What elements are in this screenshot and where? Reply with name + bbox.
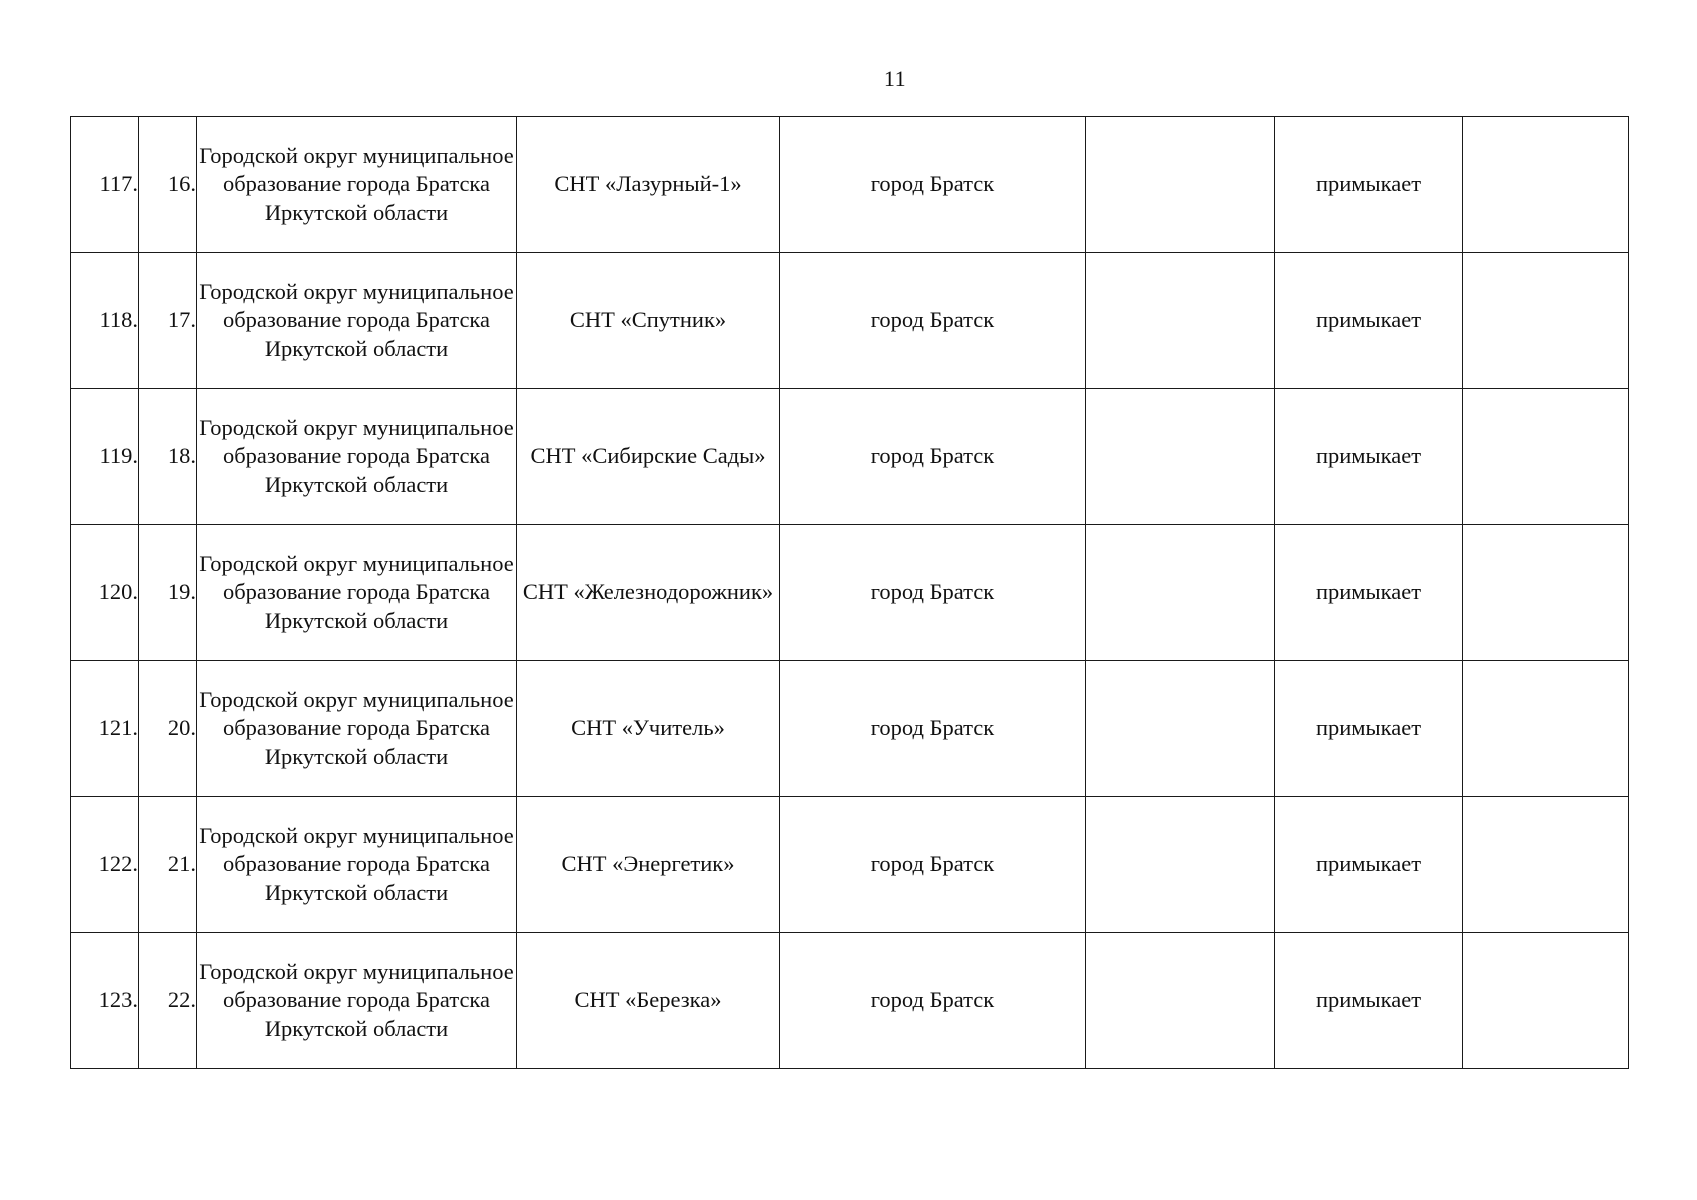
status-cell: примыкает	[1275, 389, 1463, 525]
snt-name-cell: СНТ «Сибирские Сады»	[517, 389, 780, 525]
city-cell: город Братск	[780, 933, 1086, 1069]
row-index: 122.	[71, 797, 139, 933]
snt-name-cell: СНТ «Березка»	[517, 933, 780, 1069]
empty-cell	[1463, 253, 1629, 389]
municipality-cell: Городской округ муниципальное образование города Братска Иркутской области	[197, 117, 517, 253]
row-sub-index: 16.	[139, 117, 197, 253]
row-index: 118.	[71, 253, 139, 389]
empty-cell	[1463, 797, 1629, 933]
city-cell: город Братск	[780, 797, 1086, 933]
table-row	[71, 797, 1629, 933]
table-row	[71, 933, 1629, 1069]
row-index: 120.	[71, 525, 139, 661]
municipality-cell: Городской округ муниципальное образование города Братска Иркутской области	[197, 389, 517, 525]
city-cell: город Братск	[780, 525, 1086, 661]
row-index: 123.	[71, 933, 139, 1069]
municipality-cell: Городской округ муниципальное образование города Братска Иркутской области	[197, 797, 517, 933]
empty-cell	[1086, 253, 1275, 389]
row-sub-index: 18.	[139, 389, 197, 525]
status-cell: примыкает	[1275, 661, 1463, 797]
snt-name-cell: СНТ «Спутник»	[517, 253, 780, 389]
city-cell: город Братск	[780, 253, 1086, 389]
row-sub-index: 20.	[139, 661, 197, 797]
city-cell: город Братск	[780, 661, 1086, 797]
empty-cell	[1463, 117, 1629, 253]
empty-cell	[1463, 933, 1629, 1069]
snt-name-cell: СНТ «Энергетик»	[517, 797, 780, 933]
snt-name-cell: СНТ «Лазурный-1»	[517, 117, 780, 253]
empty-cell	[1086, 797, 1275, 933]
empty-cell	[1463, 389, 1629, 525]
empty-cell	[1463, 525, 1629, 661]
status-cell: примыкает	[1275, 525, 1463, 661]
status-cell: примыкает	[1275, 933, 1463, 1069]
empty-cell	[1086, 389, 1275, 525]
status-cell: примыкает	[1275, 253, 1463, 389]
row-sub-index: 17.	[139, 253, 197, 389]
empty-cell	[1086, 661, 1275, 797]
city-cell: город Братск	[780, 389, 1086, 525]
snt-name-cell: СНТ «Учитель»	[517, 661, 780, 797]
municipality-cell: Городской округ муниципальное образование города Братска Иркутской области	[197, 253, 517, 389]
table-row	[71, 117, 1629, 253]
municipality-cell: Городской округ муниципальное образование города Братска Иркутской области	[197, 933, 517, 1069]
row-sub-index: 21.	[139, 797, 197, 933]
snt-name-cell: СНТ «Железнодорожник»	[517, 525, 780, 661]
row-index: 119.	[71, 389, 139, 525]
municipality-cell: Городской округ муниципальное образование города Братска Иркутской области	[197, 661, 517, 797]
row-index: 121.	[71, 661, 139, 797]
table-row	[71, 525, 1629, 661]
empty-cell	[1086, 117, 1275, 253]
empty-cell	[1086, 525, 1275, 661]
empty-cell	[1463, 661, 1629, 797]
table-row	[71, 389, 1629, 525]
table-row	[71, 253, 1629, 389]
empty-cell	[1086, 933, 1275, 1069]
city-cell: город Братск	[780, 117, 1086, 253]
status-cell: примыкает	[1275, 117, 1463, 253]
row-sub-index: 22.	[139, 933, 197, 1069]
settlements-table	[70, 116, 1629, 1069]
page-number: 11	[883, 66, 907, 91]
municipality-cell: Городской округ муниципальное образование города Братска Иркутской области	[197, 525, 517, 661]
table-row	[71, 661, 1629, 797]
status-cell: примыкает	[1275, 797, 1463, 933]
row-sub-index: 19.	[139, 525, 197, 661]
row-index: 117.	[71, 117, 139, 253]
